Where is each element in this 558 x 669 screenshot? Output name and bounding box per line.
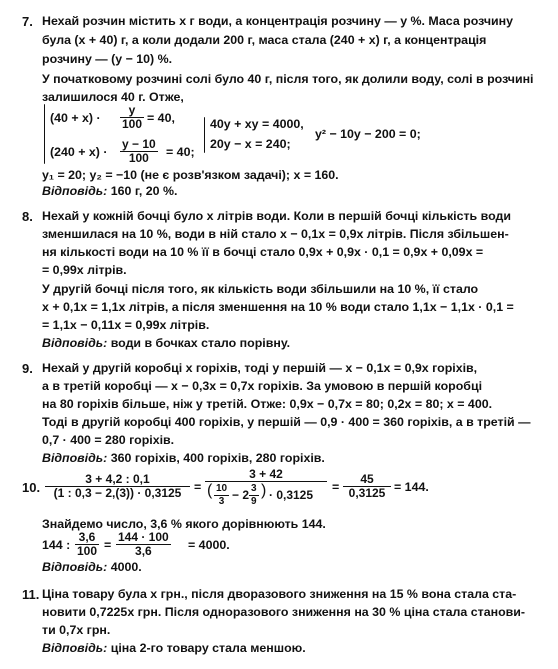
numerator: y − 10 bbox=[122, 137, 156, 151]
problem-number: 7. bbox=[22, 14, 33, 29]
denominator: 3 bbox=[214, 495, 229, 508]
answer-line bbox=[42, 641, 306, 656]
equals-sign: = bbox=[332, 480, 340, 494]
quadratic-equation: y² − 10y − 200 = 0; bbox=[315, 127, 421, 141]
fraction bbox=[214, 483, 229, 508]
text-line: Нехай у кожній бочці було x літрів води. Коли в першій бочці кількість води bbox=[42, 209, 511, 223]
problem-number: 11. bbox=[22, 587, 40, 602]
text-line: = 1,1x − 0,11x = 0,99x літрів. bbox=[42, 318, 210, 332]
fraction bbox=[120, 104, 144, 131]
answer-text: 160 г, 20 %. bbox=[107, 184, 178, 198]
fraction-nested bbox=[205, 468, 327, 512]
text-line: ти 0,7x грн. bbox=[42, 623, 111, 637]
result: = 4000. bbox=[188, 538, 230, 552]
answer-label: Відповідь: bbox=[42, 641, 108, 655]
minus-term: − 2 bbox=[232, 488, 250, 502]
answer-label: Відповідь: bbox=[42, 560, 108, 574]
text-line: 0,7 · 400 = 280 горіхів. bbox=[42, 433, 175, 447]
text-line: розчину — (y − 10) %. bbox=[42, 52, 173, 66]
denominator: 100 bbox=[77, 544, 98, 558]
answer-text: ціна 2-го товару стала меншою. bbox=[107, 641, 306, 655]
equals-sign: = bbox=[104, 538, 112, 552]
eq-part: 40y + xy = 4000, bbox=[210, 117, 304, 131]
fraction bbox=[120, 138, 158, 165]
numerator: y bbox=[128, 103, 136, 117]
text-line: а в третій коробці — x − 0,3x = 0,7x горіхів. За умовою в першій коробці bbox=[42, 379, 483, 393]
answer-line bbox=[42, 560, 142, 575]
text-line: новити 0,7225x грн. Після одноразового зниження на 30 % ціна стала станови- bbox=[42, 605, 526, 619]
result: = 144. bbox=[394, 480, 429, 494]
answer-line bbox=[42, 184, 177, 199]
text-line: на 80 горіхів більше, ніж у третій. Отже: 0,9x − 0,7x = 80; 0,2x = 80; x = 400. bbox=[42, 397, 493, 411]
numerator: 3 + 4,2 : 0,1 bbox=[85, 472, 150, 486]
problem-number: 10. bbox=[22, 480, 41, 495]
answer-line bbox=[42, 451, 325, 466]
text-line: ня кількості води на 10 % її в бочці стало 0,9x + 0,9x · 0,1 = 0,9x + 0,09x = bbox=[42, 245, 484, 259]
equals-sign: = bbox=[194, 480, 202, 494]
text-line: Знайдемо число, 3,6 % якого дорівнюють 144. bbox=[42, 517, 326, 531]
denominator: 0,3125 bbox=[343, 486, 391, 500]
eq-part: = 40, bbox=[147, 111, 175, 125]
answer-text: 4000. bbox=[107, 560, 142, 574]
denominator bbox=[205, 481, 327, 510]
answer-label: Відповідь: bbox=[42, 184, 108, 198]
numerator: 45 bbox=[360, 472, 374, 486]
text-line: У другій бочці після того, як кількість води збільшили на 10 %, її стало bbox=[42, 282, 479, 296]
text-line: була (x + 40) г, а коли додали 200 г, маса стала (240 + x) г, а концентрація bbox=[42, 33, 487, 47]
text-line: x + 0,1x = 1,1x літрів, а після зменшення на 10 % води стало 1,1x − 1,1x · 0,1 = bbox=[42, 300, 514, 314]
text-line: Нехай розчин містить x г води, а концентрація розчину — y %. Маса розчину bbox=[42, 14, 514, 28]
numerator: 144 · 100 bbox=[118, 530, 169, 544]
fraction bbox=[75, 531, 99, 558]
answer-text: води в бочках стало порівну. bbox=[107, 336, 291, 350]
fraction bbox=[116, 531, 171, 558]
text-line: залишилося 40 г. Отже, bbox=[42, 90, 184, 104]
text-line: зменшилася на 10 %, води в ній стало x − 0,1x = 0,9x літрів. Після збільшен- bbox=[42, 227, 509, 241]
denominator: 100 bbox=[122, 117, 143, 131]
answer-label: Відповідь: bbox=[42, 336, 108, 350]
denominator: 9 bbox=[251, 496, 257, 507]
eq-part: (40 + x) · bbox=[50, 111, 101, 125]
eq-part: (240 + x) · bbox=[50, 145, 108, 159]
fraction bbox=[249, 483, 259, 508]
text-line: У початковому розчині солі було 40 г, після того, як долили воду, солі в розчині bbox=[42, 72, 534, 86]
answer-text: 360 горіхів, 400 горіхів, 280 горіхів. bbox=[107, 451, 325, 465]
system-brace bbox=[204, 117, 205, 153]
text-line: Нехай у другій коробці x горіхів, тоді у першій — x − 0,1x = 0,9x горіхів, bbox=[42, 361, 478, 375]
denominator: (1 : 0,3 − 2,(3)) · 0,3125 bbox=[45, 486, 190, 500]
text-line: = 0,99x літрів. bbox=[42, 263, 127, 277]
text-line: Тоді в другій коробці 400 горіхів, у першій — 0,9 · 400 = 360 горіхів, а в третій — bbox=[42, 415, 531, 429]
problem-number: 8. bbox=[22, 209, 33, 224]
paren-open: ( bbox=[207, 482, 213, 499]
eq-part: = 40; bbox=[166, 145, 195, 159]
system-brace bbox=[44, 104, 45, 164]
problem-number: 9. bbox=[22, 361, 33, 376]
text-line: y₁ = 20; y₂ = −10 (не є розв'язком задачі); x = 160. bbox=[42, 168, 339, 182]
numerator: 3 bbox=[251, 483, 257, 494]
answer-line bbox=[42, 336, 290, 351]
fraction bbox=[45, 473, 190, 500]
eq-part: 144 : bbox=[42, 538, 71, 552]
multiplier: · 0,3125 bbox=[269, 488, 314, 502]
paren-close: ) bbox=[261, 482, 267, 499]
answer-label: Відповідь: bbox=[42, 451, 108, 465]
numerator: 10 bbox=[216, 483, 228, 494]
denominator: 3,6 bbox=[116, 544, 171, 558]
numerator: 3 + 42 bbox=[249, 467, 283, 481]
text-line: Ціна товару була x грн., після дворазового зниження на 15 % вона стала ста- bbox=[42, 587, 517, 601]
eq-part: 20y − x = 240; bbox=[210, 137, 291, 151]
fraction bbox=[343, 473, 391, 500]
denominator: 100 bbox=[120, 151, 158, 165]
numerator: 3,6 bbox=[78, 530, 96, 544]
